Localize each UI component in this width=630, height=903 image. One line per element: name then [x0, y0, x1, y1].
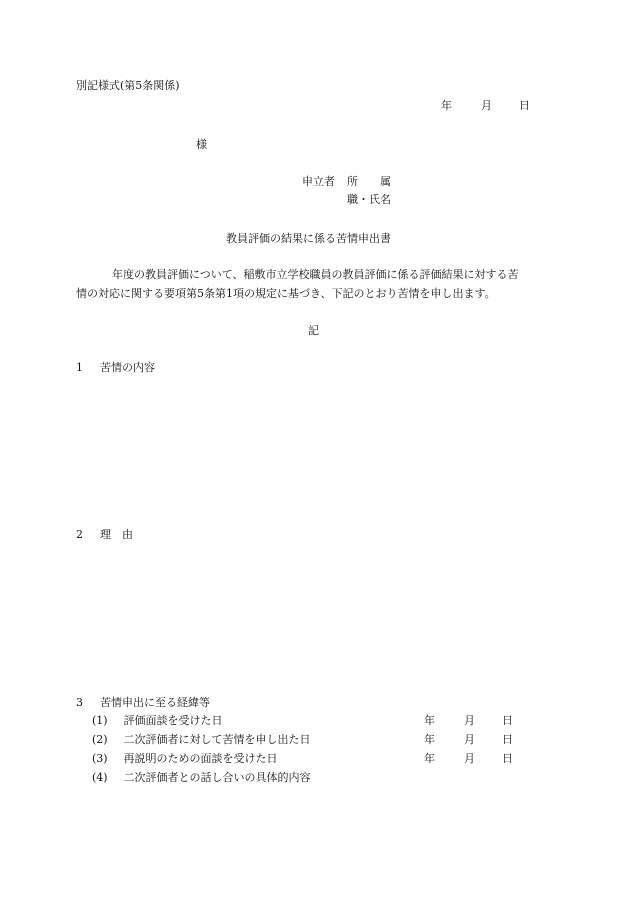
history-item-1-date: [424, 714, 513, 728]
body-line-1: 年度の教員評価について、稲敷市立学校職員の教員評価に係る評価結果に対する苦: [112, 268, 519, 281]
item-number: (2): [92, 733, 108, 746]
date-month-label: 月: [481, 99, 492, 112]
item-label: 二次評価者との話し合いの具体的内容: [123, 771, 311, 784]
date-day-label: 日: [502, 733, 513, 746]
section-label: 苦情申出に至る経緯等: [100, 696, 210, 709]
date-year-label: 年: [424, 714, 435, 727]
history-item-4: [92, 771, 311, 785]
ki-heading: 記: [308, 324, 319, 337]
date-day-label: 日: [502, 752, 513, 765]
item-label: 二次評価者に対して苦情を申し出た日: [123, 733, 311, 746]
section-number: 3: [76, 696, 83, 709]
position-name-label: 職・氏名: [347, 193, 391, 206]
date-year-label: 年: [441, 99, 452, 112]
date-month-label: 月: [464, 752, 475, 765]
date-day-label: 日: [519, 99, 530, 112]
section-label: 苦情の内容: [100, 361, 155, 374]
form-number: 別記様式(第5条関係): [76, 79, 180, 92]
section-complaint-content: [76, 361, 155, 375]
item-number: (1): [92, 714, 108, 727]
item-number: (3): [92, 752, 108, 765]
history-item-2: [92, 733, 311, 747]
item-label: 再説明のための面談を受けた日: [123, 752, 278, 765]
section-label: 理 由: [100, 528, 133, 541]
history-item-1: [92, 714, 223, 728]
history-item-2-date: [424, 733, 513, 747]
date-month-label: 月: [464, 733, 475, 746]
section-history: [76, 696, 210, 710]
addressee-suffix: 様: [196, 138, 207, 151]
applicant-label: 申立者: [302, 175, 335, 188]
date-year-label: 年: [424, 752, 435, 765]
document-title: 教員評価の結果に係る苦情申出書: [226, 232, 391, 245]
date-month-label: 月: [464, 714, 475, 727]
section-number: 1: [76, 361, 83, 374]
item-number: (4): [92, 771, 108, 784]
body-line-2: 情の対応に関する要項第5条第1項の規定に基づき、下記のとおり苦情を申し出ます。: [76, 287, 496, 300]
history-item-3-date: [424, 752, 513, 766]
section-number: 2: [76, 528, 83, 541]
history-item-3: [92, 752, 278, 766]
item-label: 評価面談を受けた日: [123, 714, 223, 727]
date-day-label: 日: [502, 714, 513, 727]
document-date: [441, 99, 530, 113]
affiliation-label: 所 属: [347, 175, 391, 188]
date-year-label: 年: [424, 733, 435, 746]
section-reason: [76, 528, 133, 542]
